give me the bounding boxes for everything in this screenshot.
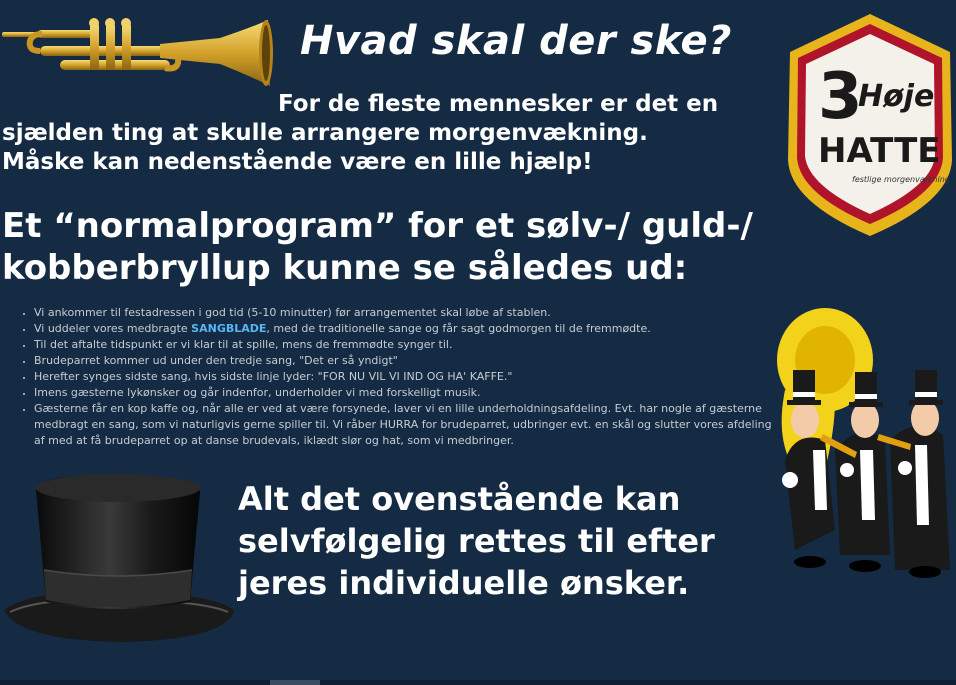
list-item bbox=[34, 305, 774, 321]
closing-line-3: jeres individuelle ønsker. bbox=[238, 564, 690, 602]
bottom-bar bbox=[0, 680, 956, 685]
program-list bbox=[20, 305, 774, 449]
closing-text bbox=[238, 478, 758, 604]
logo-number: 3 bbox=[818, 60, 863, 134]
list-item-text: Brudeparret kommer ud under den tredje sang, "Det er så yndigt" bbox=[34, 354, 398, 367]
logo-word-2: HATTE bbox=[818, 131, 941, 171]
closing-line-1: Alt det ovenstående kan bbox=[238, 480, 681, 518]
logo-tagline: festlige morgenvækning bbox=[852, 175, 950, 184]
list-item-text-after: , med de traditionelle sange og får sagt godmorgen til de fremmødte. bbox=[266, 322, 651, 335]
sangblade-link[interactable]: SANGBLADE bbox=[191, 322, 267, 335]
list-item-text: Vi ankommer til festadressen i god tid (5-10 minutter) før arrangementet skal løbe af stablen. bbox=[34, 306, 551, 319]
logo-badge bbox=[780, 10, 956, 240]
intro-text bbox=[2, 90, 772, 177]
list-item bbox=[34, 385, 774, 401]
list-item bbox=[34, 337, 774, 353]
list-item-text: Imens gæsterne lykønsker og går indenfor, underholder vi med forskelligt musik. bbox=[34, 386, 481, 399]
heading-line-2: kobberbryllup kunne se således ud: bbox=[2, 248, 688, 288]
intro-line-3: Måske kan nedenstående være en lille hjælp! bbox=[2, 149, 593, 175]
program-heading bbox=[2, 205, 772, 289]
page-title: Hvad skal der ske? bbox=[300, 18, 732, 64]
list-item bbox=[34, 401, 774, 449]
list-item bbox=[34, 369, 774, 385]
list-item-text: Til det aftalte tidspunkt er vi klar til at spille, mens de fremmødte synger til. bbox=[34, 338, 453, 351]
closing-line-2: selvfølgelig rettes til efter bbox=[238, 522, 715, 560]
trumpet-image bbox=[0, 8, 275, 98]
scroll-thumb[interactable] bbox=[270, 680, 320, 685]
top-hat-image bbox=[0, 470, 238, 650]
list-item bbox=[34, 353, 774, 369]
list-item bbox=[34, 321, 774, 337]
logo-word-1: Høje bbox=[858, 79, 935, 114]
list-item-text: Herefter synges sidste sang, hvis sidste linje lyder: "FOR NU VIL VI IND OG HA' KAFFE." bbox=[34, 370, 513, 383]
intro-line-2: sjælden ting at skulle arrangere morgenvækning. bbox=[2, 120, 648, 146]
heading-line-1: Et “normalprogram” for et sølv-/ guld-/ bbox=[2, 206, 753, 246]
intro-line-1: For de fleste mennesker er det en bbox=[278, 91, 719, 117]
list-item-text: Gæsterne får en kop kaffe og, når alle er ved at være forsynede, laver vi en lille underholdningsafdeling. Evt. har nogle af gæsterne medbragt en sang, som vi naturligvis gerne spiller til. Vi råber HURRA for brudeparret, udbringer evt. en skål og slutter vores afdeling af med at få brudeparret op at danse brudevals, iklædt slør og hat, som vi medbringer. bbox=[34, 402, 772, 447]
list-item-text-before: Vi uddeler vores medbragte bbox=[34, 322, 192, 335]
musicians-illustration bbox=[765, 300, 956, 580]
